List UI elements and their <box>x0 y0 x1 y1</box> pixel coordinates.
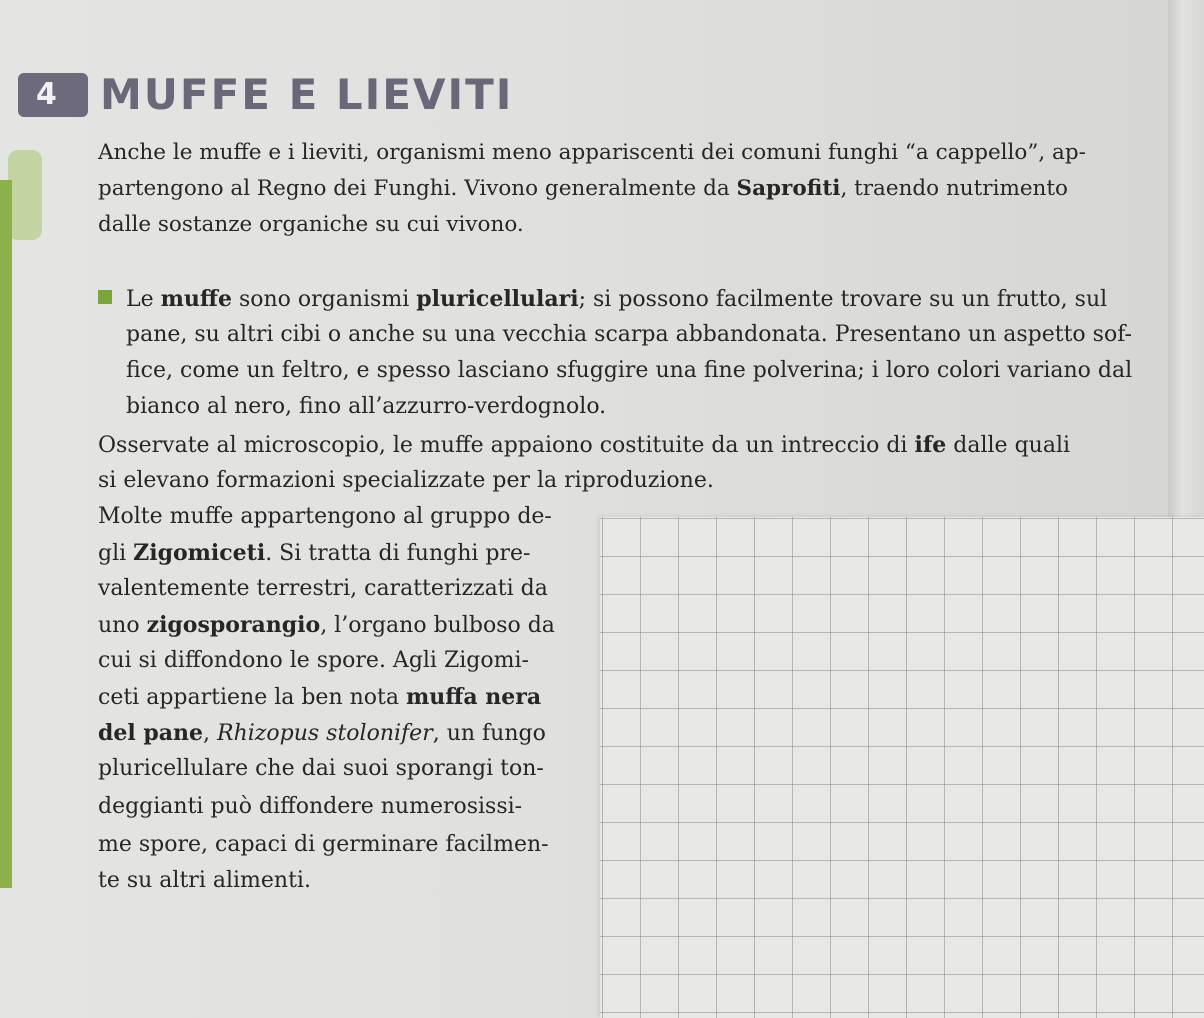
green-margin-mark <box>8 150 42 240</box>
term-zigosporangio: zigosporangio <box>146 612 321 638</box>
term-del-pane: del pane <box>98 720 204 746</box>
term-pluricellulari: pluricellulari <box>416 286 579 312</box>
muffe-line-3: fice, come un feltro, e spesso lasciano sfuggire una fine polverina; i loro colori variano dal <box>126 358 1133 383</box>
zigo-line-3: valentemente terrestri, caratterizzati da <box>98 576 548 601</box>
zigo-line-7: del pane, Rhizopus stolonifer, un fungo <box>98 720 546 746</box>
zigo-line-9: deggianti può diffondere numerosissi- <box>98 794 523 819</box>
term-zigomiceti: Zigomiceti <box>133 540 266 566</box>
term-muffa-nera: muffa nera <box>405 684 542 710</box>
muffe-line-2: pane, su altri cibi o anche su una vecchia scarpa abbandonata. Presentano un aspetto sof- <box>126 322 1132 347</box>
zigo-line-8: pluricellulare che dai suoi sporangi ton- <box>98 756 544 781</box>
term-ife: ife <box>914 432 947 458</box>
muffe-line-5: Osservate al microscopio, le muffe appaiono costituite da un intreccio di ife dalle quali <box>98 432 1071 458</box>
green-bullet-icon <box>98 290 112 304</box>
muffe-line-4: bianco al nero, fino all’azzurro-verdognolo. <box>126 394 607 419</box>
green-margin-stripe <box>0 180 12 888</box>
section-title: MUFFE E LIEVITI <box>100 70 514 119</box>
graph-paper-sheet <box>600 517 1204 1018</box>
zigo-line-4: uno zigosporangio, l’organo bulboso da <box>98 612 555 638</box>
zigo-line-2: gli Zigomiceti. Si tratta di funghi pre- <box>98 540 531 566</box>
section-number: 4 <box>18 73 88 117</box>
muffe-line-1: Le muffe sono organismi pluricellulari; si possono facilmente trovare su un frutto, sul <box>126 286 1108 312</box>
intro-line-1: Anche le muffe e i lieviti, organismi meno appariscenti dei comuni funghi “a cappello”, ap- <box>98 140 1086 165</box>
term-rhizopus-stolonifer: Rhizopus stolonifer <box>217 721 433 746</box>
intro-line-3: dalle sostanze organiche su cui vivono. <box>98 212 524 237</box>
zigo-line-10: me spore, capaci di germinare facilmen- <box>98 832 549 857</box>
zigo-line-6: ceti appartiene la ben nota muffa nera <box>98 684 542 710</box>
term-muffe: muffe <box>160 286 232 312</box>
zigo-line-1: Molte muffe appartengono al gruppo de- <box>98 504 552 529</box>
term-saprofiti: Saprofiti <box>736 176 841 201</box>
muffe-line-6: si elevano formazioni specializzate per la riproduzione. <box>98 468 714 493</box>
intro-line-2: partengono al Regno dei Funghi. Vivono generalmente da Saprofiti, traendo nutrimento <box>98 176 1068 201</box>
zigo-line-11: te su altri alimenti. <box>98 868 311 893</box>
zigo-line-5: cui si diffondono le spore. Agli Zigomi- <box>98 648 529 673</box>
